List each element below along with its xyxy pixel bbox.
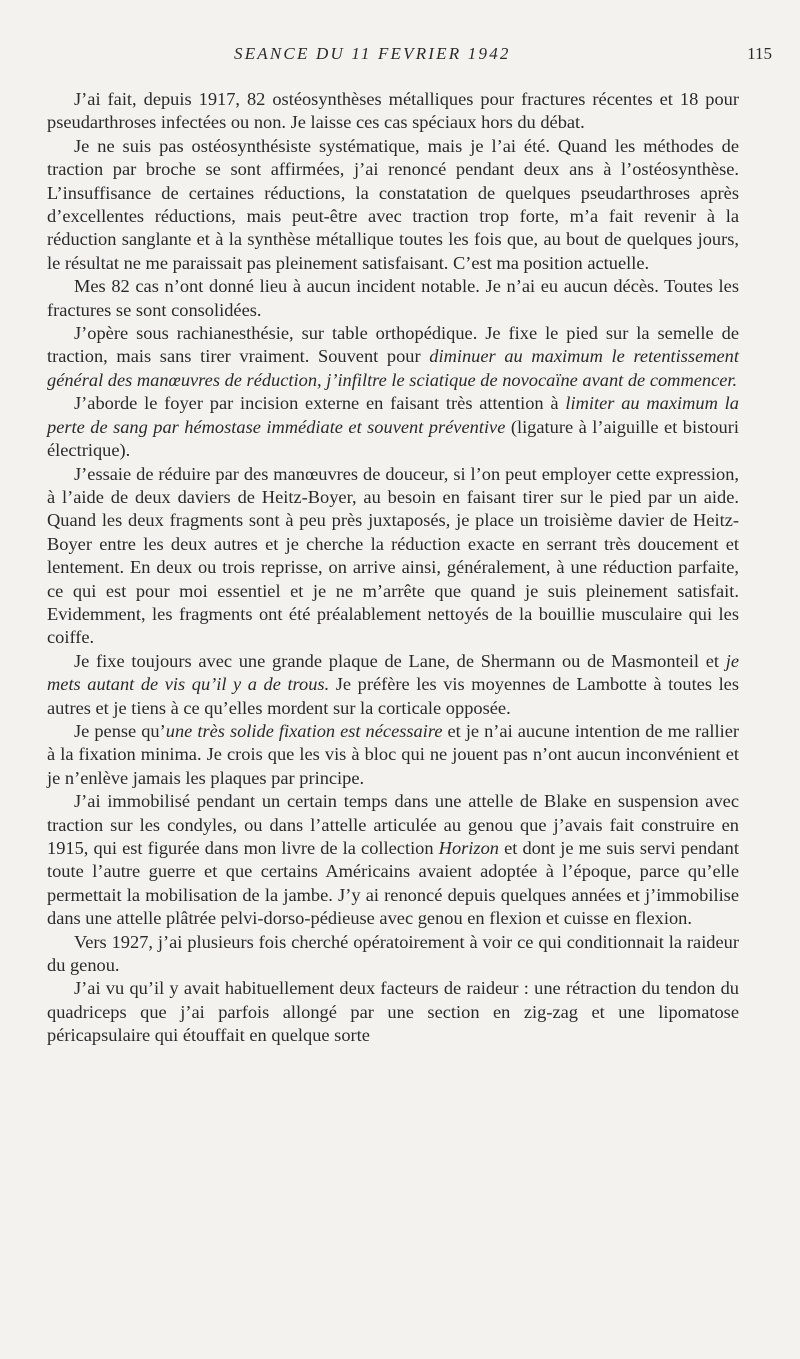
paragraph-9: J’ai immobilisé pendant un certain temps dans une attelle de Blake en suspension avec traction sur les condyles, ou dans l’attelle articulée au genou que j’avais fait construire en 1915, qui est figurée dans mon livre de la collection Horizon et dont je me suis servi pendant toute l’autre guerre et que certains Américains avaient adoptée à l’époque, parce qu’elle permettait la mobilisation de la jambe. J’y ai renoncé depuis quelques années et j’immobilise dans une attelle plâtrée pelvi-dorso-pédieuse avec genou en flexion et cuisse en flexion.	[47, 791, 739, 929]
running-head	[0, 44, 800, 68]
page-number: 115	[747, 44, 772, 63]
paragraph-2: Je ne suis pas ostéosynthésiste systématique, mais je l’ai été. Quand les méthodes de traction par broche se sont affirmées, j’ai renoncé pendant deux ans à l’ostéosynthèse. L’insuffisance de certaines réductions, la constatation de quelques pseudarthroses après d’excellentes réductions, mais peut-être avec traction trop forte, m’a fait revenir à la réduction sanglante et à la synthèse métallique toutes les fois que, au bout de quelques jours, le résultat ne me paraissait pas pleinement satisfaisant. C’est ma position actuelle.	[47, 135, 739, 273]
paragraph-5: J’aborde le foyer par incision externe en faisant très attention à limiter au maximum la perte de sang par hémostase immédiate et souvent préventive (ligature à l’aiguille et bistouri électrique).	[47, 393, 739, 461]
paragraph-1: J’ai fait, depuis 1917, 82 ostéosynthèses métalliques pour fractures récentes et 18 pour pseudarthroses infectées ou non. Je laisse ces cas spéciaux hors du débat.	[47, 89, 739, 133]
paragraph-4: J’opère sous rachianesthésie, sur table orthopédique. Je fixe le pied sur la semelle de traction, mais sans tirer vraiment. Souvent pour diminuer au maximum le retentissement général des manœuvres de réduction, j’infiltre le sciatique de novocaïne avant de commencer.	[47, 323, 739, 390]
paragraph-11: J’ai vu qu’il y avait habituellement deux facteurs de raideur : une rétraction du tendon du quadriceps que j’ai parfois allongé par une section en zig-zag et une lipomatose péricapsulaire qui étouffait en quelque sorte	[47, 978, 739, 1046]
paragraph-7: Je fixe toujours avec une grande plaque de Lane, de Shermann ou de Masmonteil et je mets autant de vis qu’il y a de trous. Je préfère les vis moyennes de Lambotte à toutes les autres et je tiens à ce qu’elles mordent sur la corticale opposée.	[47, 650, 739, 718]
emphasis-text: Horizon	[438, 838, 499, 858]
running-title: SEANCE DU 11 FEVRIER 1942	[234, 44, 511, 63]
emphasis-text: limiter au maximum la perte de sang par hémostase immédiate et souvent préventive	[47, 393, 739, 437]
emphasis-text: une très solide fixation est nécessaire	[165, 720, 443, 741]
body-text	[47, 88, 739, 1048]
emphasis-text: je mets autant de vis qu’il y a de trous.	[47, 650, 739, 695]
emphasis-text: diminuer au maximum le retentissement général des manœuvres de réduction, j’infiltre le sciatique de novocaïne avant de commencer.	[47, 346, 739, 390]
paragraph-3: Mes 82 cas n’ont donné lieu à aucun incident notable. Je n’ai eu aucun décès. Toutes les fractures se sont consolidées.	[47, 276, 739, 320]
paragraph-6: J’essaie de réduire par des manœuvres de douceur, si l’on peut employer cette expression, à l’aide de deux daviers de Heitz-Boyer, au besoin en faisant tirer sur le pied par un aide. Quand les deux fragments sont à peu près juxtaposés, je place un troisième davier de Heitz-Boyer entre les deux autres et je cherche la réduction exacte en serrant très doucement et lentement. En deux ou trois reprisse, on arrive ainsi, généralement, à une réduction parfaite, ce qui est pour moi essentiel et je ne m’arrête que quand je suis pleinement satisfait. Evidemment, les fragments ont été préalablement nettoyés de la bouillie musculaire qui les coiffe.	[47, 463, 739, 648]
paragraph-10: Vers 1927, j’ai plusieurs fois cherché opératoirement à voir ce qui conditionnait la raideur du genou.	[47, 931, 739, 976]
paragraph-8: Je pense qu’une très solide fixation est nécessaire et je n’ai aucune intention de me rallier à la fixation minima. Je crois que les vis à bloc qui ne jouent pas n’ont aucun inconvénient et je n’enlève jamais les plaques par principe.	[47, 720, 739, 788]
